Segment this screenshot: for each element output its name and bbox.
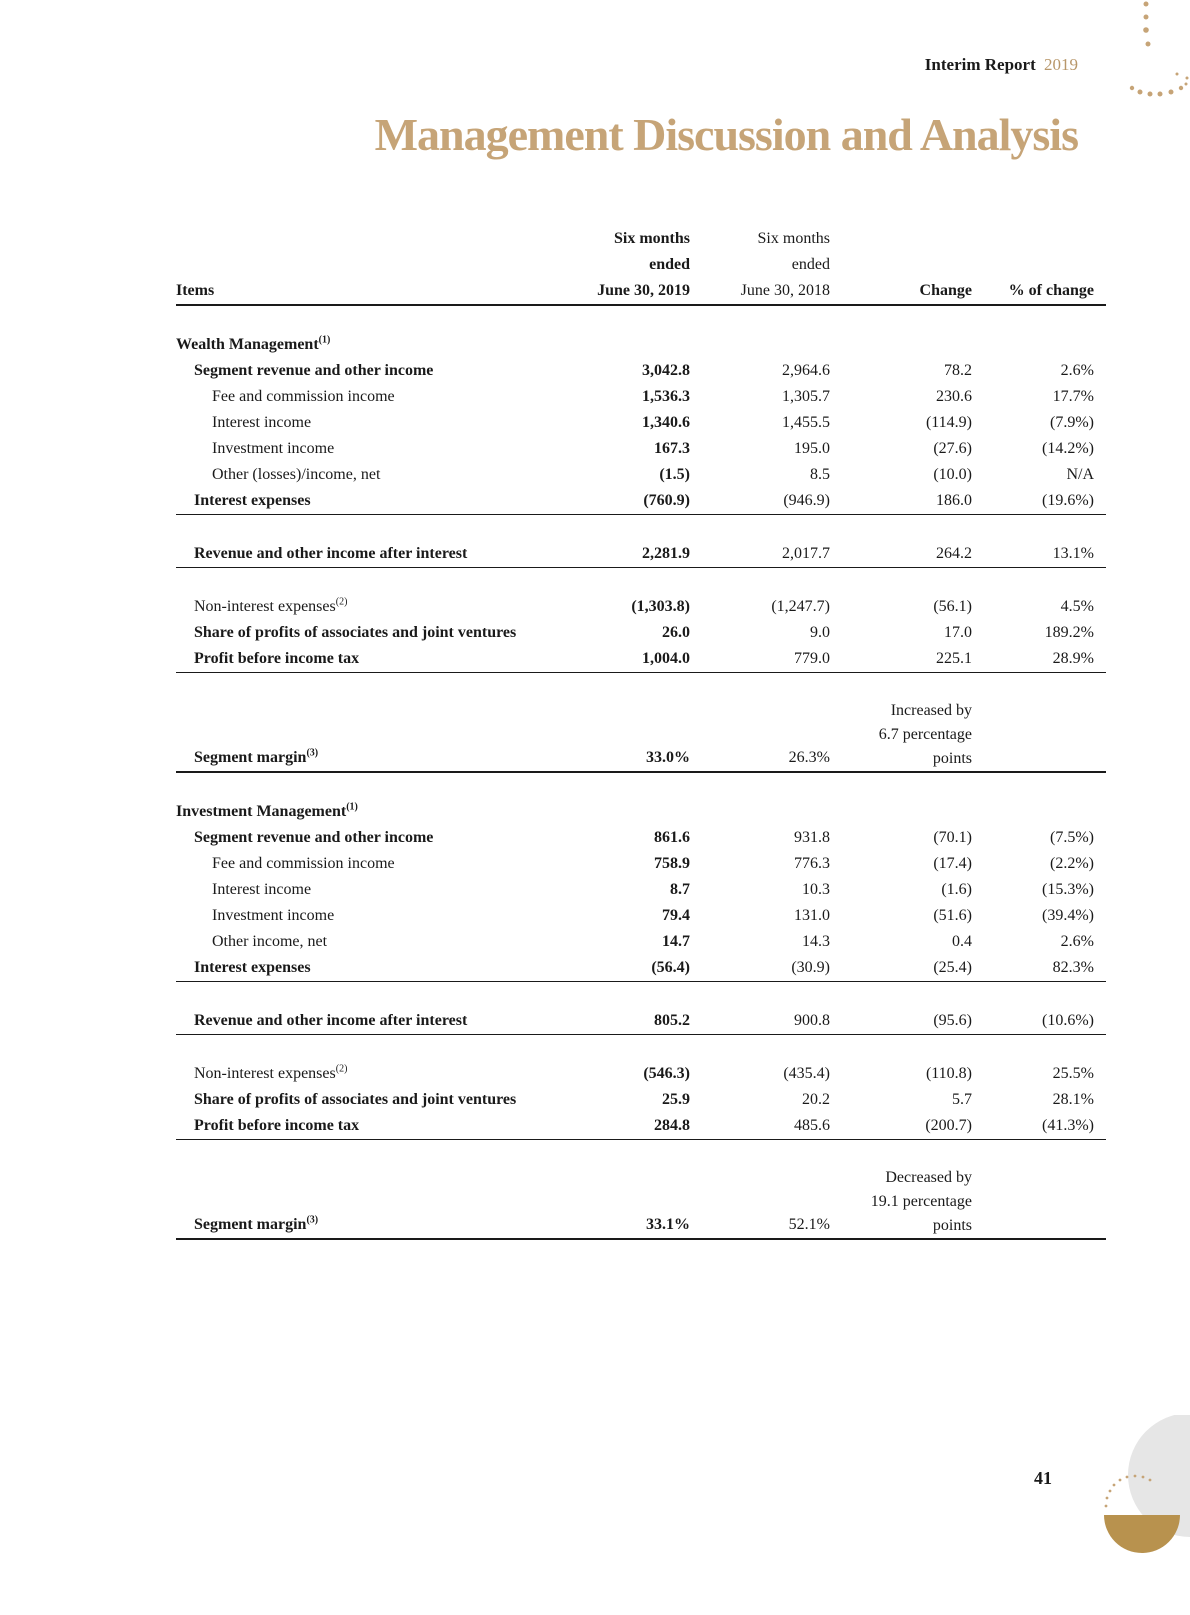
- table-row: [176, 1113, 1106, 1140]
- cell-change: [836, 699, 976, 772]
- table-row: [176, 877, 1106, 903]
- report-label: Interim Report: [924, 55, 1036, 74]
- cell-pct: (39.4%): [1042, 907, 1094, 924]
- cell-change: (56.1): [933, 598, 972, 615]
- cell-current: 861.6: [654, 829, 690, 846]
- table-row: [176, 488, 1106, 515]
- cell-pct: (14.2%): [1042, 440, 1094, 457]
- cell-prior: 900.8: [696, 1008, 836, 1035]
- cell-change: (27.6): [933, 440, 972, 457]
- cell-pct: 28.1%: [1052, 1091, 1094, 1108]
- cell-prior: 14.3: [802, 933, 830, 950]
- table-row: [176, 436, 1106, 462]
- cell-prior: 931.8: [794, 829, 830, 846]
- cell-prior: 52.1%: [696, 1166, 836, 1239]
- col-pct-change-header: % of change: [976, 278, 1106, 305]
- cell-current: 26.0: [662, 624, 690, 641]
- cell-change: 186.0: [836, 488, 976, 515]
- cell-prior: 9.0: [810, 624, 830, 641]
- row-label: Segment revenue and other income: [194, 362, 434, 379]
- cell-prior: (1,247.7): [771, 598, 830, 615]
- table-row: [176, 541, 1106, 568]
- cell-current: (1,303.8): [631, 598, 690, 615]
- cell-prior: 26.3%: [696, 699, 836, 772]
- change-note-line: points: [932, 1217, 972, 1234]
- row-label: Fee and commission income: [212, 388, 395, 405]
- row-label: Non-interest expenses: [194, 1065, 336, 1082]
- cell-change: (25.4): [836, 955, 976, 982]
- row-label: Profit before income tax: [176, 646, 586, 673]
- table-row: [176, 358, 1106, 384]
- cell-pct: 2.6%: [1060, 933, 1094, 950]
- cell-pct: 189.2%: [1044, 624, 1094, 641]
- cell-current: 14.7: [662, 933, 690, 950]
- table-row: [176, 384, 1106, 410]
- cell-current: 1,340.6: [642, 414, 690, 431]
- table-row: [176, 851, 1106, 877]
- cell-pct: 13.1%: [976, 541, 1106, 568]
- cell-prior: (435.4): [783, 1065, 830, 1082]
- row-label: Segment margin: [194, 1216, 307, 1233]
- cell-pct: (15.3%): [1042, 881, 1094, 898]
- table-row: [176, 903, 1106, 929]
- table-row: [176, 1087, 1106, 1113]
- table-row: [176, 955, 1106, 982]
- cell-change: 264.2: [836, 541, 976, 568]
- cell-pct: 2.6%: [1060, 362, 1094, 379]
- cell-prior: 2,964.6: [782, 362, 830, 379]
- col-items-header: Items: [176, 278, 586, 305]
- col-current-line2: ended: [649, 256, 690, 273]
- cell-current: 1,004.0: [586, 646, 696, 673]
- table-row: [176, 825, 1106, 851]
- page-title: Management Discussion and Analysis: [374, 109, 1078, 160]
- table-row: [176, 646, 1106, 673]
- cell-current: 3,042.8: [642, 362, 690, 379]
- cell-pct: (41.3%): [976, 1113, 1106, 1140]
- row-label: Interest expenses: [176, 488, 586, 515]
- table-row: [176, 929, 1106, 955]
- table-row: [176, 462, 1106, 488]
- cell-change: 0.4: [952, 933, 972, 950]
- cell-change: (51.6): [933, 907, 972, 924]
- cell-pct: (19.6%): [976, 488, 1106, 515]
- decorative-dots: [1060, 0, 1190, 110]
- row-label: Share of profits of associates and joint ventures: [194, 1091, 517, 1108]
- cell-prior: 776.3: [794, 855, 830, 872]
- col-change-header: Change: [836, 278, 976, 305]
- cell-change: (95.6): [836, 1008, 976, 1035]
- footnote-marker: (3): [306, 1214, 319, 1226]
- cell-current: 1,536.3: [642, 388, 690, 405]
- cell-current: 758.9: [654, 855, 690, 872]
- row-label: Interest income: [212, 881, 312, 898]
- change-note-line: Decreased by: [885, 1169, 972, 1186]
- cell-pct: (10.6%): [976, 1008, 1106, 1035]
- change-note-line: Increased by: [890, 702, 972, 719]
- change-note-line: points: [932, 750, 972, 767]
- cell-prior: 1,455.5: [782, 414, 830, 431]
- row-label: Segment revenue and other income: [194, 829, 434, 846]
- cell-current: 284.8: [586, 1113, 696, 1140]
- cell-prior: 779.0: [696, 646, 836, 673]
- cell-prior: 2,017.7: [696, 541, 836, 568]
- cell-current: 33.0%: [586, 699, 696, 772]
- cell-current: 33.1%: [586, 1166, 696, 1239]
- row-label: Revenue and other income after interest: [176, 1008, 586, 1035]
- cell-prior: 131.0: [794, 907, 830, 924]
- cell-current: (546.3): [643, 1065, 690, 1082]
- col-current-line1: Six months: [613, 230, 690, 247]
- cell-pct: 28.9%: [976, 646, 1106, 673]
- cell-change: (10.0): [933, 466, 972, 483]
- table-row: [176, 1008, 1106, 1035]
- cell-prior: 8.5: [810, 466, 830, 483]
- section-heading: [176, 799, 1106, 825]
- row-label: Interest income: [212, 414, 312, 431]
- page-number: 41: [1034, 1468, 1052, 1488]
- report-header: [925, 55, 1078, 75]
- row-label: Share of profits of associates and joint ventures: [194, 624, 517, 641]
- footnote-marker: (1): [346, 801, 358, 813]
- cell-change: [836, 1166, 976, 1239]
- cell-pct: (7.5%): [1050, 829, 1094, 846]
- row-label: Other (losses)/income, net: [212, 466, 381, 483]
- cell-pct: (2.2%): [1050, 855, 1094, 872]
- cell-pct: (7.9%): [1050, 414, 1094, 431]
- section-title-investment: Investment Management: [176, 803, 347, 820]
- cell-pct: N/A: [1066, 466, 1094, 483]
- segment-results-table: [176, 226, 1106, 1240]
- row-label: Profit before income tax: [176, 1113, 586, 1140]
- table-row: [176, 410, 1106, 436]
- cell-current: 805.2: [586, 1008, 696, 1035]
- cell-current: 2,281.9: [586, 541, 696, 568]
- col-prior-line3: June 30, 2018: [696, 278, 836, 305]
- section-title-wealth: Wealth Management: [176, 336, 319, 353]
- row-label: Interest expenses: [176, 955, 586, 982]
- row-label: Other income, net: [212, 933, 328, 950]
- footnote-marker: (2): [335, 1063, 348, 1075]
- cell-prior: (30.9): [696, 955, 836, 982]
- cell-change: 225.1: [836, 646, 976, 673]
- col-prior-line2: ended: [791, 256, 830, 273]
- section-heading: [176, 332, 1106, 358]
- cell-current: 25.9: [662, 1091, 690, 1108]
- footnote-marker: (2): [335, 596, 348, 608]
- table-row: [176, 594, 1106, 620]
- cell-change: (17.4): [933, 855, 972, 872]
- decorative-corner-graphic: [1030, 1415, 1190, 1615]
- cell-change: 17.0: [944, 624, 972, 641]
- cell-current: (760.9): [586, 488, 696, 515]
- cell-change: 5.7: [952, 1091, 972, 1108]
- row-label: Investment income: [212, 907, 335, 924]
- row-label: Segment margin: [194, 749, 307, 766]
- col-current-line3: June 30, 2019: [586, 278, 696, 305]
- row-label: Investment income: [212, 440, 335, 457]
- cell-pct: 17.7%: [1052, 388, 1094, 405]
- cell-change: (114.9): [925, 414, 972, 431]
- cell-current: 8.7: [670, 881, 690, 898]
- row-label: Revenue and other income after interest: [176, 541, 586, 568]
- table-row: [176, 620, 1106, 646]
- cell-current: 167.3: [654, 440, 690, 457]
- cell-prior: 485.6: [696, 1113, 836, 1140]
- report-year: 2019: [1044, 55, 1078, 74]
- cell-change: 230.6: [936, 388, 972, 405]
- cell-change: (110.8): [925, 1065, 972, 1082]
- cell-prior: (946.9): [696, 488, 836, 515]
- segment-margin-row: [176, 699, 1106, 772]
- cell-change: (70.1): [933, 829, 972, 846]
- row-label: Fee and commission income: [212, 855, 395, 872]
- footnote-marker: (3): [306, 747, 319, 759]
- row-label: Non-interest expenses: [194, 598, 336, 615]
- change-note-line: 6.7 percentage: [878, 726, 972, 743]
- cell-prior: 10.3: [802, 881, 830, 898]
- cell-pct: 25.5%: [1052, 1065, 1094, 1082]
- table-row: [176, 1061, 1106, 1087]
- cell-prior: 20.2: [802, 1091, 830, 1108]
- cell-current: (1.5): [659, 466, 690, 483]
- col-prior-line1: Six months: [757, 230, 830, 247]
- segment-margin-row: [176, 1166, 1106, 1239]
- cell-current: 79.4: [662, 907, 690, 924]
- cell-change: (1.6): [941, 881, 972, 898]
- cell-change: (200.7): [836, 1113, 976, 1140]
- cell-prior: 1,305.7: [782, 388, 830, 405]
- cell-prior: 195.0: [794, 440, 830, 457]
- cell-pct: 82.3%: [976, 955, 1106, 982]
- footnote-marker: (1): [318, 334, 331, 346]
- cell-pct: 4.5%: [1060, 598, 1094, 615]
- cell-change: 78.2: [944, 362, 972, 379]
- cell-current: (56.4): [586, 955, 696, 982]
- change-note-line: 19.1 percentage: [870, 1193, 972, 1210]
